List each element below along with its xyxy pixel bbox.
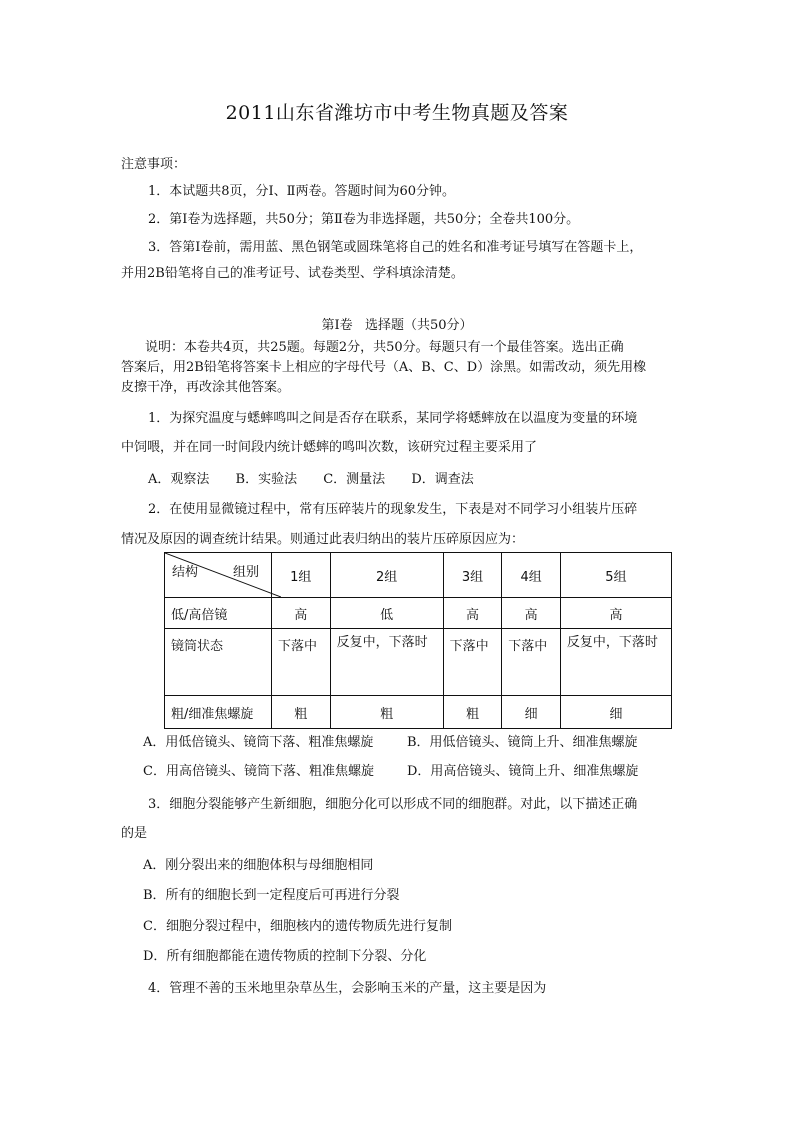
table-row-label: 粗/细准焦螺旋 [165, 696, 272, 729]
q1-option-c: C．测量法 [323, 472, 386, 487]
notice-heading: 注意事项： [121, 157, 187, 172]
table-row [165, 629, 672, 696]
table-cell: 粗 [443, 696, 502, 729]
question-2-line-1: 2．在使用显微镜过程中，常有压碎装片的现象发生，下表是对不同学习小组装片压碎 [148, 502, 638, 517]
question-3-line-2: 的是 [121, 826, 148, 841]
question-1-options [148, 470, 474, 490]
table-row-label: 低/高倍镜 [165, 598, 272, 629]
table-header-cell: 3组 [443, 553, 502, 598]
question-4-line-1: 4．管理不善的玉米地里杂草丛生，会影响玉米的产量，这主要是因为 [148, 981, 547, 996]
q2-option-b: B．用低倍镜头、镜筒上升、细准焦螺旋 [407, 735, 638, 750]
table-cell: 粗 [271, 696, 330, 729]
table-cell: 下落中 [502, 629, 561, 696]
q1-option-d: D．调查法 [411, 472, 474, 487]
table-cell: 反复中，下落时 [330, 629, 443, 696]
question-2-options-ab [143, 733, 638, 753]
table-cell: 下落中 [271, 629, 330, 696]
q3-option-b: B．所有的细胞长到一定程度后可再进行分裂 [143, 888, 400, 903]
page-title: 2011山东省潍坊市中考生物真题及答案 [225, 102, 569, 124]
q3-option-a: A．刚分裂出来的细胞体积与母细胞相同 [143, 858, 374, 873]
q1-option-a: A．观察法 [148, 472, 210, 487]
table-cell: 细 [560, 696, 671, 729]
q3-option-c: C．细胞分裂过程中，细胞核内的遗传物质先进行复制 [143, 919, 452, 934]
table-cell: 下落中 [443, 629, 502, 696]
table-header-cell: 4组 [502, 553, 561, 598]
notice-item-3-cont: 并用2B铅笔将自己的准考证号、试卷类型、学科填涂清楚。 [121, 266, 464, 281]
section-desc-line-3: 皮擦干净，再改涂其他答案。 [121, 380, 291, 395]
table-cell: 细 [502, 696, 561, 729]
notice-item-2: 2．第Ⅰ卷为选择题，共50分；第Ⅱ卷为非选择题，共50分；全卷共100分。 [148, 212, 580, 227]
section-desc-line-2: 答案后，用2B铅笔将答案卡上相应的字母代号（A、B、C、D）涂黑。如需改动，须先用橡 [121, 360, 647, 375]
question-2-line-2: 情况及原因的调查统计结果。则通过此表归纳出的装片压碎原因应为： [121, 532, 525, 547]
q1-option-b: B．实验法 [235, 472, 298, 487]
notice-item-1: 1．本试题共8页，分Ⅰ、Ⅱ两卷。答题时间为60分钟。 [148, 184, 456, 199]
notice-item-3: 3．答第Ⅰ卷前，需用蓝、黑色钢笔或圆珠笔将自己的姓名和准考证号填写在答题卡上， [148, 240, 643, 255]
q3-option-d: D．所有细胞都能在遗传物质的控制下分裂、分化 [143, 949, 427, 964]
q2-option-a: A．用低倍镜头、镜筒下落、粗准焦螺旋 [143, 735, 374, 750]
table-header-cell: 2组 [330, 553, 443, 598]
table-cell: 高 [271, 598, 330, 629]
table-cell: 反复中，下落时 [560, 629, 671, 696]
table-row-label: 镜筒状态 [165, 629, 272, 696]
table-cell: 高 [560, 598, 671, 629]
section-desc-line-1: 说明：本卷共4页，共25题。每题2分，共50分。每题只有一个最佳答案。选出正确 [145, 340, 624, 355]
table-cell: 粗 [330, 696, 443, 729]
question-1-line-2: 中饲喂，并在同一时间段内统计蟋蟀的鸣叫次数，该研究过程主要采用了 [121, 440, 538, 455]
survey-table [164, 552, 672, 729]
table-cell: 高 [502, 598, 561, 629]
table-header-cell: 1组 [271, 553, 330, 598]
table-header-cell: 5组 [560, 553, 671, 598]
table-corner-cell [165, 553, 272, 598]
table-row [165, 598, 672, 629]
q2-option-c: C．用高倍镜头、镜筒下落、粗准焦螺旋 [143, 764, 374, 779]
question-2-options-cd [143, 762, 638, 782]
table-row [165, 696, 672, 729]
question-3-line-1: 3．细胞分裂能够产生新细胞，细胞分化可以形成不同的细胞群。对此，以下描述正确 [148, 797, 638, 812]
table-cell: 低 [330, 598, 443, 629]
q2-option-d: D．用高倍镜头、镜筒上升、细准焦螺旋 [407, 764, 639, 779]
table-cell: 高 [443, 598, 502, 629]
table-header-row [165, 553, 672, 598]
header-structure-label: 结构 [172, 565, 199, 580]
header-group-label: 组别 [233, 565, 260, 580]
section-title: 第Ⅰ卷 选择题（共50分） [321, 318, 473, 333]
question-1-line-1: 1．为探究温度与蟋蟀鸣叫之间是否存在联系，某同学将蟋蟀放在以温度为变量的环境 [148, 411, 638, 426]
